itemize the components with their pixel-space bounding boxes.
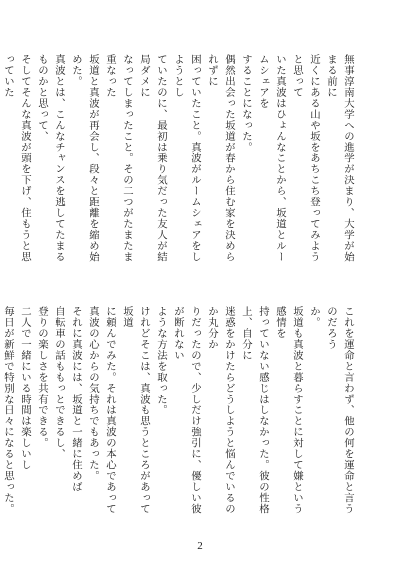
page-number: 2 — [197, 540, 203, 552]
upper-text-block: 無事淳南大学への進学が決まり、大学が始まる前に 近くにある山や坂をあちこち登ってみようと思って いた真波はひょんなことから、坂道とルームシェアを することになった。 偶然出会った坂道が春から住む家を決められずに 困っていたこと。真波がルームシェアをしようとし ていたのに、最初は乗り気だった友人が結局ダメに なってしまったこと。その二つがたまたま重なった 坂道と真波が再会し、段々と距離を縮め始めた。 真波とは、こんなチャンスを逃してたまるものかと思って、 そしてそんな真波が頭を下げ、住もうと思っていた — [2, 54, 354, 263]
lower-text-block: これを運命と言わず、他の何を運命と言うのだろう か。 坂道も真波と暮らすことに対して嫌という感情を 持っていない感じはしなかった。彼の性格上、自分に 迷惑をかけたらどうしようと悩んでいるのか丸分か りだったので、少しだけ強引に、優しい彼が断れない ような方法を取った。 けれどそこは、真波も思うところがあって坂道 に頼んでみた。それは真波の本心であって 真波の心からの気持ちでもあった。 それに真波には、坂道と一緒に住めば 自転車の話ももっとできるし、 登りの楽しさを共有できる。 二人で一緒にいる時間は楽しいし 毎日が新鮮で特別な日々になると思った。 — [2, 306, 354, 515]
